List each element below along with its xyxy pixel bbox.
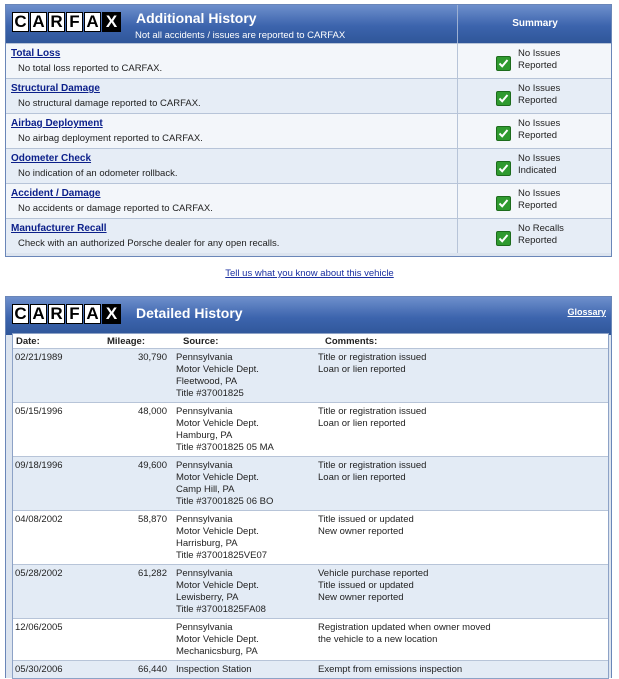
check-item-link[interactable]: Total Loss [11,48,61,59]
record-source: Pennsylvania Motor Vehicle Dept. Fleetwood, PA Title #37001825 [176,352,259,399]
history-check-row [6,148,611,183]
section-title: Detailed History [136,305,243,321]
record-mileage: 30,790 [137,352,167,363]
detailed-history-header [6,297,611,335]
check-item-link[interactable]: Airbag Deployment [11,118,103,129]
table-row [13,660,608,678]
record-comments: Exempt from emissions inspection [318,664,463,675]
record-source: Pennsylvania Motor Vehicle Dept. Hamburg, PA Title #37001825 05 MA [176,406,274,453]
record-comments: Vehicle purchase reported Title issued or updated New owner reported [318,568,429,603]
status-text: No Issues Indicated [518,153,561,176]
check-item-status [457,184,612,218]
status-text: No Issues Reported [518,118,561,141]
record-source: Pennsylvania Motor Vehicle Dept. Mechanicsburg, PA [176,622,259,657]
carfax-logo: C A R F A X [12,12,122,32]
record-comments: Registration updated when owner moved the vehicle to a new location [318,622,491,645]
table-header [13,334,608,348]
record-comments: Title issued or updated New owner reported [318,514,414,537]
history-check-row [6,113,611,148]
additional-history-panel [5,4,612,257]
check-item-description: No airbag deployment reported to CARFAX. [18,133,203,144]
record-date: 05/30/2006 [15,664,63,675]
record-mileage: 49,600 [137,460,167,471]
history-check-row [6,218,611,253]
record-mileage: 58,870 [137,514,167,525]
table-row [13,510,608,564]
status-text: No Issues Reported [518,48,561,71]
record-comments: Title or registration issued Loan or lien reported [318,460,427,483]
record-date: 05/15/1996 [15,406,63,417]
table-row [13,348,608,402]
record-mileage: 66,440 [137,664,167,675]
section-title: Additional History [136,10,257,26]
record-source: Inspection Station [176,664,252,675]
tell-us-link[interactable]: Tell us what you know about this vehicle [225,268,394,279]
date-column-header: Date: [16,336,40,347]
table-row [13,402,608,456]
section-subtitle: Not all accidents / issues are reported to CARFAX [135,30,346,41]
record-date: 04/08/2002 [15,514,63,525]
record-comments: Title or registration issued Loan or lien reported [318,352,427,375]
check-item-description: No structural damage reported to CARFAX. [18,98,201,109]
check-item-status [457,114,612,148]
comments-column-header: Comments: [325,336,378,347]
detailed-history-panel [5,296,612,678]
checkmark-icon [496,231,511,246]
record-source: Pennsylvania Motor Vehicle Dept. Lewisberry, PA Title #37001825FA08 [176,568,266,615]
check-item-status [457,149,612,183]
record-date: 09/18/1996 [15,460,63,471]
check-item-link[interactable]: Accident / Damage [11,188,101,199]
source-column-header: Source: [183,336,219,347]
check-item-status [457,44,612,78]
record-date: 05/28/2002 [15,568,63,579]
table-row [13,618,608,660]
history-check-row [6,43,611,78]
status-text: No Issues Reported [518,188,561,211]
record-mileage: 61,282 [137,568,167,579]
history-check-row [6,183,611,218]
checkmark-icon [496,56,511,71]
check-item-description: Check with an authorized Porsche dealer for any open recalls. [18,238,280,249]
history-check-row [6,78,611,113]
check-item-link[interactable]: Structural Damage [11,83,100,94]
carfax-logo: C A R F A X [12,304,122,324]
check-item-description: No total loss reported to CARFAX. [18,63,163,74]
record-date: 12/06/2005 [15,622,63,633]
mileage-column-header: Mileage: [107,336,146,347]
status-text: No Issues Reported [518,83,561,106]
checkmark-icon [496,91,511,106]
table-row [13,456,608,510]
glossary-link[interactable]: Glossary [567,307,606,317]
check-item-description: No indication of an odometer rollback. [18,168,178,179]
checkmark-icon [496,196,511,211]
summary-label: Summary [512,18,558,29]
additional-history-header [6,5,611,43]
history-table [12,333,609,679]
record-source: Pennsylvania Motor Vehicle Dept. Camp Hill, PA Title #37001825 06 BO [176,460,274,507]
check-item-status [457,79,612,113]
status-text: No Recalls Reported [518,223,564,246]
tell-us-link-container [0,268,619,279]
check-item-description: No accidents or damage reported to CARFAX. [18,203,213,214]
check-item-status [457,219,612,253]
record-comments: Title or registration issued Loan or lien reported [318,406,427,429]
record-mileage: 48,000 [137,406,167,417]
table-row [13,564,608,618]
check-item-link[interactable]: Odometer Check [11,153,92,164]
summary-header [457,5,612,43]
checkmark-icon [496,126,511,141]
check-item-link[interactable]: Manufacturer Recall [11,223,107,234]
record-date: 02/21/1989 [15,352,63,363]
checkmark-icon [496,161,511,176]
record-source: Pennsylvania Motor Vehicle Dept. Harrisburg, PA Title #37001825VE07 [176,514,268,561]
